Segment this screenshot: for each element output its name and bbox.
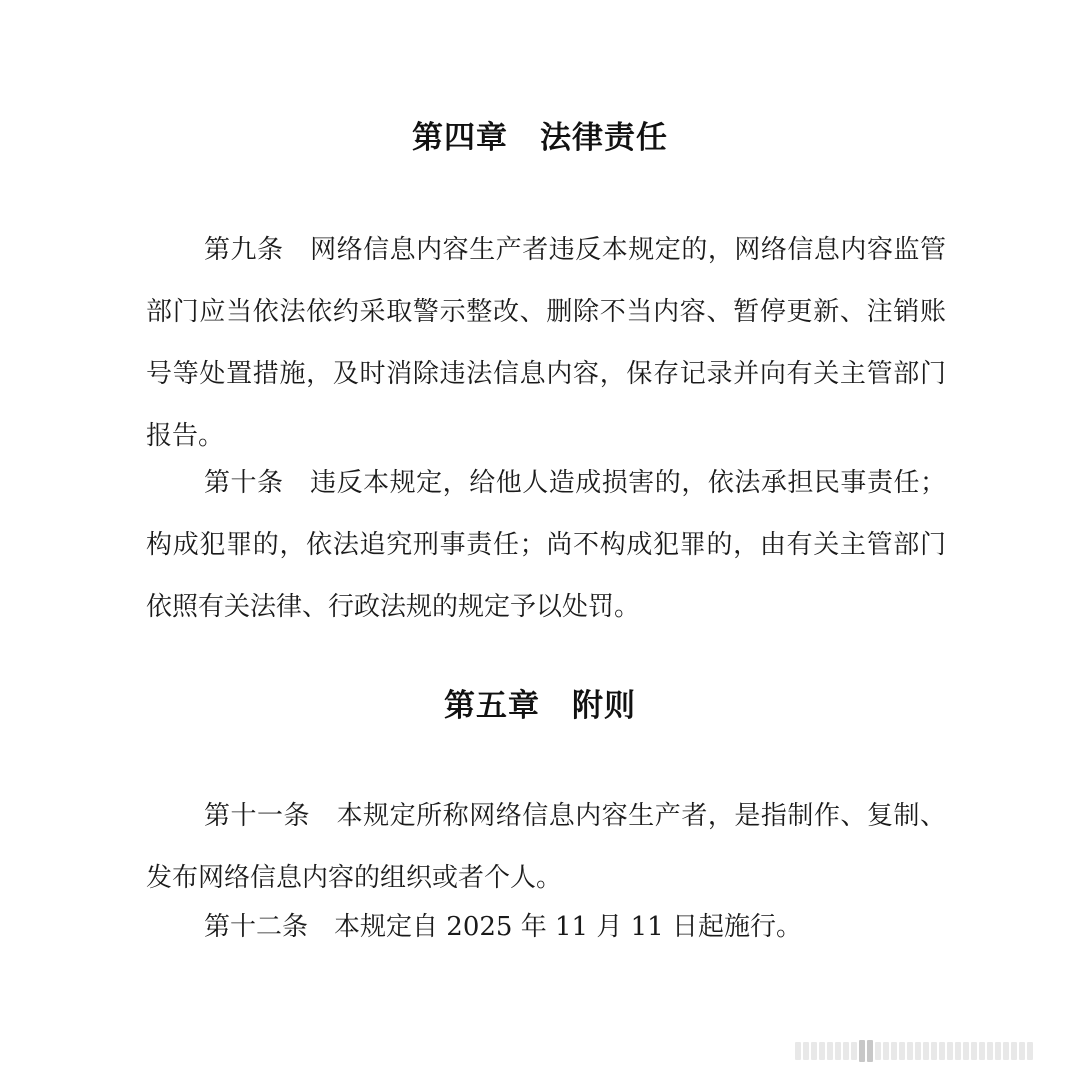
article-nine-text: 网络信息内容生产者违反本规定的，网络信息内容监管部门应当依法依约采取警示整改、删除不当内容、暂停更新、注销账号等处置措施，及时消除违法信息内容，保存记录并向有关主管部门报告。 (146, 235, 946, 451)
article-ten-label: 第十条 (204, 468, 284, 498)
article-eleven-label: 第十一条 (204, 801, 311, 831)
article-nine-label: 第九条 (204, 235, 284, 265)
watermark-barcode-icon (795, 1040, 1060, 1062)
article-ten-text: 违反本规定，给他人造成损害的，依法承担民事责任；构成犯罪的，依法追究刑事责任；尚不构成犯罪的，由有关主管部门依照有关法律、行政法规的规定予以处罚。 (146, 468, 946, 622)
article-eleven (146, 785, 946, 909)
article-eleven-text: 本规定所称网络信息内容生产者，是指制作、复制、发布网络信息内容的组织或者个人。 (146, 801, 946, 893)
chapter-five-title: 第五章 附则 (444, 688, 636, 724)
article-twelve-text: 本规定自 2025 年 11 月 11 日起施行。 (334, 912, 802, 942)
article-nine (146, 219, 946, 467)
article-twelve-label: 第十二条 (204, 912, 309, 942)
chapter-four-title: 第四章 法律责任 (412, 120, 668, 156)
article-twelve (146, 896, 946, 958)
article-ten (146, 452, 946, 638)
